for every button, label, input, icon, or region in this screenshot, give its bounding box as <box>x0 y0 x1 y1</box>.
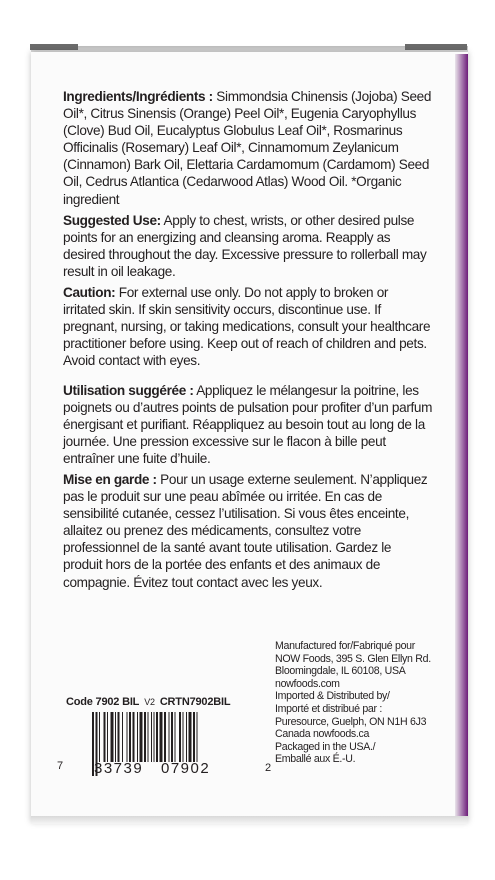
purple-side-edge <box>455 54 468 822</box>
barcode-trail-digit: 2 <box>265 762 273 774</box>
bottom-info-area <box>57 640 443 820</box>
carton-code: CRTN7902BIL <box>159 696 231 708</box>
barcode-bar <box>137 712 138 762</box>
barcode-bar <box>144 712 146 762</box>
version-label: V2 <box>144 697 155 707</box>
utilisation-text: Appliquez le mélangesur la poitrine, les poignets ou d’autres points de pulsation pour profiter d’un parfum énergisant et purifiant. Réappliquez au besoin tout au long de la journée. Une pression excessive sur le flacon à bille peut entraîner une fuite d’huile. <box>63 382 433 466</box>
caution-text: For external use only. Do not apply to broken or irritated skin. If skin sensitivity occurs, discontinue use. If pregnant, nursing, or taking medications, consult your healthcare practitioner before using. Keep out of reach of children and pets. Avoid contact with eyes. <box>63 285 431 369</box>
barcode-bar <box>193 712 195 762</box>
barcode-bar <box>183 712 184 762</box>
box-flap-right <box>405 44 467 50</box>
mise-en-garde-label: Mise en garde : <box>63 471 157 487</box>
barcode-bar <box>99 712 100 762</box>
manufacturer-block <box>275 640 451 766</box>
manufacturer-line: Canada nowfoods.ca <box>275 728 370 741</box>
barcode-bar <box>156 712 158 762</box>
barcode-bar <box>189 712 192 762</box>
suggested-use-text: Apply to chest, wrists, or other desired pulse points for an energizing and cleansing aroma. Reapply as desired throughout the day. Excessive pressure to rollerball may result in oil leakage. <box>63 212 427 279</box>
barcode-group-1: 33739 <box>94 760 144 777</box>
barcode-bar <box>122 712 123 762</box>
manufacturer-line: Packaged in the USA./ <box>275 740 376 753</box>
manufacturer-line: Imported & Distributed by/ <box>275 690 390 703</box>
barcode-lead-digit: 7 <box>57 760 65 772</box>
ingredients-paragraph <box>63 88 433 208</box>
mise-en-garde-text: Pour un usage externe seulement. N’appliquez pas le produit sur une peau abîmée ou irritée. En cas de sensibilité cutanée, cessez l’utilisation. Si vous êtes enceinte, allaitez ou prenez des médicaments, consultez votre professionnel de la santé avant toute utilisation. Gardez le produit hors de la portée des enfants et des animaux de compagnie. Évitez tout contact avec les yeux. <box>63 471 428 590</box>
code-line <box>66 696 230 708</box>
manufacturer-line: nowfoods.com <box>275 677 340 690</box>
ingredients-label: Ingredients/Ingrédients : <box>63 89 213 104</box>
barcode-bar <box>154 712 155 762</box>
box-flap-left <box>30 44 78 50</box>
suggested-use-label: Suggested Use: <box>63 212 161 228</box>
manufacturer-line: NOW Foods, 395 S. Glen Ellyn Rd. <box>275 652 431 665</box>
caution-paragraph <box>63 284 433 369</box>
barcode-bar <box>129 712 131 762</box>
barcode-bar <box>151 712 152 762</box>
utilisation-label: Utilisation suggérée : <box>63 382 194 398</box>
barcode-bar <box>115 712 116 762</box>
manufacturer-line: Emballé aux É.-U. <box>275 753 356 766</box>
barcode-bar <box>118 712 120 762</box>
barcode-bar <box>171 712 173 762</box>
label-text-block <box>63 88 433 595</box>
barcode-bar <box>164 712 166 762</box>
product-code: Code 7902 BIL <box>66 696 140 708</box>
ingredients-text: Simmondsia Chinensis (Jojoba) Seed Oil*, Citrus Sinensis (Orange) Peel Oil*, Eugenia Caryophyllus (Clove) Bud Oil, Eucalyptus Globulus Leaf Oil*, Rosmarinus Officinalis (Rosemary) Leaf Oil*, Cinnamomum Zeylanicum (Cinnamon) Bark Oil, Elettaria Cardamomum (Cardamom) Seed Oil, Cedrus Atlantica (Cedarwood Atlas) Wood Oil. *Organic ingredient <box>63 89 432 207</box>
barcode-bar <box>175 712 176 762</box>
barcode-bar <box>179 712 181 762</box>
barcode-bar <box>140 712 143 762</box>
caution-label: Caution: <box>63 285 116 301</box>
suggested-use-paragraph <box>63 212 433 280</box>
barcode-bar <box>104 712 106 762</box>
barcode-bar <box>169 712 170 762</box>
barcode-bar <box>133 712 135 762</box>
barcode-bar <box>186 712 187 762</box>
barcode-group-2: 07902 <box>161 760 211 777</box>
barcode-bar <box>111 712 114 762</box>
mise-en-garde-paragraph <box>63 471 433 591</box>
manufacturer-line: Importé et distribué par : <box>275 702 383 715</box>
barcode-bar <box>127 712 128 762</box>
barcode-bar <box>107 712 108 762</box>
manufacturer-line: Manufactured for/Fabriqué pour <box>275 640 415 652</box>
utilisation-paragraph <box>63 382 433 467</box>
manufacturer-line: Puresource, Guelph, ON N1H 6J3 <box>275 715 427 728</box>
barcode-bar <box>160 712 163 762</box>
manufacturer-line: Bloomingdale, IL 60108, USA <box>275 665 406 678</box>
